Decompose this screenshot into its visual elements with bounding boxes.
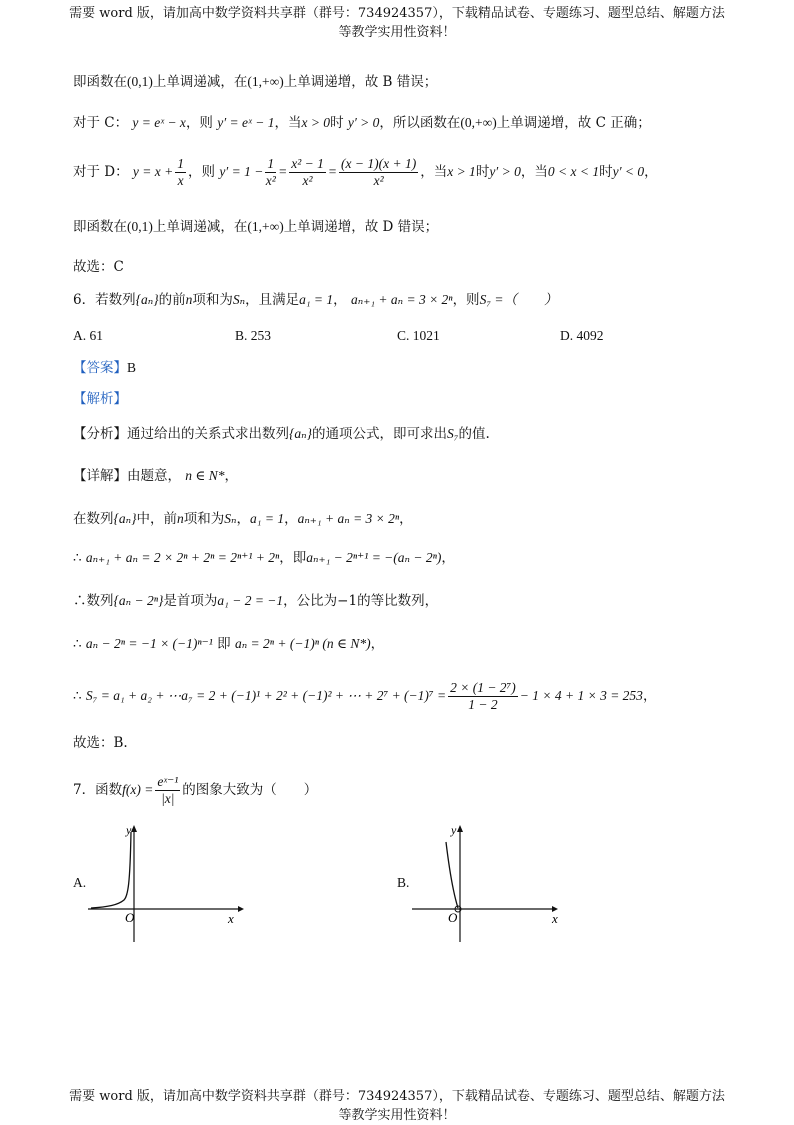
y-label: y (126, 823, 132, 837)
q7-option-b-label: B. (397, 875, 410, 890)
q6-option-c: C. 1021 (397, 328, 440, 343)
y-label: y (451, 823, 457, 837)
y-axis-arrow (131, 825, 137, 832)
q6-analysis-tag: 【解析】 (73, 391, 127, 407)
q6-option-b: B. 253 (235, 328, 272, 343)
origin-label: O (125, 910, 135, 925)
q7-graph-b (412, 822, 572, 944)
q6-fenxi: 【分析】通过给出的关系式求出数列{aₙ}的通项公式，即可求出S₇的值. (73, 426, 490, 442)
footer-banner (0, 1087, 794, 1125)
header-banner-line2: 等教学实用性资料！ (338, 25, 456, 40)
curve-b (446, 842, 458, 908)
header-banner (0, 4, 794, 42)
q6-answer: 【答案】B (73, 360, 137, 376)
origin-label: O (448, 910, 458, 925)
footer-banner-line2: 等教学实用性资料！ (338, 1108, 456, 1123)
q6-xiangjie: 【详解】由题意， n ∈ N*， (73, 468, 239, 484)
y-axis-arrow (457, 825, 463, 832)
q6-step-4: ∴ aₙ − 2ⁿ = −1 × (−1)ⁿ⁻¹ 即 aₙ = 2ⁿ + (−1)ⁿ (n ∈ N*)， (73, 636, 385, 652)
prev-choice: 故选：C (73, 259, 124, 275)
q6-choice: 故选：B. (73, 735, 128, 751)
x-axis-arrow (238, 906, 244, 912)
x-label: x (552, 911, 558, 926)
curve-a (91, 832, 131, 908)
q6-step-3: ∴数列{aₙ − 2ⁿ}是首项为a₁ − 2 = −1，公比为−1的等比数列， (73, 593, 439, 609)
q6-option-d: D. 4092 (560, 328, 604, 343)
q6-option-a: A. 61 (73, 328, 103, 343)
header-banner-line1: 需要 word 版，请加高中数学资料共享群（群号：734924357），下载精品试卷、专题练习、题型总结、解题方法 (69, 6, 725, 21)
q7-option-a-label: A. (73, 875, 87, 890)
prev-line-b: 即函数在(0,1)上单调递减，在(1,+∞)上单调递增，故 B 错误； (73, 74, 438, 90)
q7-stem: 7．函数f(x) = $\frac{\text{eˣ⁻¹}}{|x|}$ 的图象大致为（ ） (73, 774, 318, 806)
q6-step-5: ∴ S₇ = a₁ + a₂ + ⋯a₇ = 2 + (−1)¹ + 2² + (−1)² + ⋯ + 2⁷ + (−1)⁷ = $\frac{\text{2 × (1 − 2⁷)}}{1 - 2}$ − 1 × 4 + 1 × 3 = 253， (73, 680, 657, 712)
q6-step-1: 在数列{aₙ}中，前n项和为Sₙ，a₁ = 1，aₙ₊₁ + aₙ = 3 × 2ⁿ， (73, 511, 413, 527)
prev-line-c: 对于 C： y = eˣ − x，则 y′ = eˣ − 1，当x > 0时 y′ > 0，所以函数在(0,+∞)上单调递增，故 C 正确； (73, 115, 651, 131)
prev-line-conclusion: 即函数在(0,1)上单调递减，在(1,+∞)上单调递增，故 D 错误； (73, 219, 439, 235)
x-label: x (228, 911, 234, 926)
prev-line-d: 对于 D： y = x + $\frac{1}{x}$ ，则 y′ = 1 − $\frac{1}{\text{x²}}$ = $\frac{\text{x² − 1}}{\text{x²}}$ = $\frac{(x - 1)(x + 1)}{\text{x²}}$ ，当x > 1时y′ > 0，当0 < x < 1时y′ < 0， (73, 156, 658, 188)
q7-graph-a (88, 822, 248, 944)
footer-banner-line1: 需要 word 版，请加高中数学资料共享群（群号：734924357），下载精品试卷、专题练习、题型总结、解题方法 (69, 1089, 725, 1104)
answer-tag: 【答案】 (73, 360, 127, 376)
q6-stem: 6．若数列{aₙ}的前n项和为Sₙ，且满足a₁ = 1， aₙ₊₁ + aₙ = 3 × 2ⁿ，则S₇ =（ ） (73, 292, 558, 308)
q6-step-2: ∴ aₙ₊₁ + aₙ = 2 × 2ⁿ + 2ⁿ = 2ⁿ⁺¹ + 2ⁿ，即aₙ₊₁ − 2ⁿ⁺¹ = −(aₙ − 2ⁿ)， (73, 550, 455, 566)
